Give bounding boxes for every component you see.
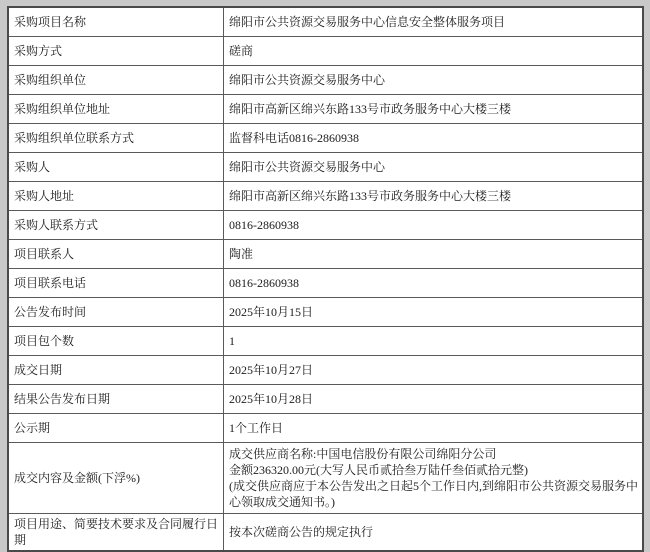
row-label: 采购人联系方式 [8, 211, 224, 240]
row-value: 2025年10月15日 [224, 298, 644, 327]
table-row [8, 37, 643, 66]
table-row [8, 66, 643, 95]
row-value: 磋商 [224, 37, 644, 66]
row-value [224, 443, 644, 514]
row-value: 绵阳市公共资源交易服务中心 [224, 66, 644, 95]
table-row [8, 298, 643, 327]
table-row [8, 240, 643, 269]
row-label: 采购人地址 [8, 182, 224, 211]
row-value: 绵阳市公共资源交易服务中心 [224, 153, 644, 182]
table-row [8, 414, 643, 443]
row-value: 绵阳市高新区绵兴东路133号市政务服务中心大楼三楼 [224, 182, 644, 211]
row-label: 项目联系人 [8, 240, 224, 269]
row-label: 结果公告发布日期 [8, 385, 224, 414]
table-row [8, 327, 643, 356]
table-row [8, 356, 643, 385]
table-row [8, 153, 643, 182]
row-value: 0816-2860938 [224, 211, 644, 240]
row-value: 2025年10月27日 [224, 356, 644, 385]
row-value: 1个工作日 [224, 414, 644, 443]
table-row [8, 7, 643, 37]
row-value: 绵阳市高新区绵兴东路133号市政务服务中心大楼三楼 [224, 95, 644, 124]
row-value: 2025年10月28日 [224, 385, 644, 414]
row-label: 公告发布时间 [8, 298, 224, 327]
table-row [8, 385, 643, 414]
row-label: 成交内容及金额(下浮%) [8, 443, 224, 514]
table-row [8, 95, 643, 124]
row-value: 1 [224, 327, 644, 356]
row-value: 0816-2860938 [224, 269, 644, 298]
row-value-line: 金额236320.00元(大写人民币贰拾叁万陆仟叁佰贰拾元整) [229, 463, 528, 477]
row-value-line: (成交供应商应于本公告发出之日起5个工作日内,到绵阳市公共资源交易服务中心领取成交通知书。) [229, 479, 638, 509]
table-row [8, 182, 643, 211]
row-label: 采购组织单位联系方式 [8, 124, 224, 153]
row-label: 公示期 [8, 414, 224, 443]
row-label: 采购方式 [8, 37, 224, 66]
table-row [8, 514, 643, 552]
row-value: 绵阳市公共资源交易服务中心信息安全整体服务项目 [224, 7, 644, 37]
procurement-table-body [8, 7, 643, 551]
table-row [8, 124, 643, 153]
row-value: 监督科电话0816-2860938 [224, 124, 644, 153]
table-row [8, 211, 643, 240]
row-value: 按本次磋商公告的规定执行 [224, 514, 644, 552]
table-row [8, 443, 643, 514]
row-label: 项目联系电话 [8, 269, 224, 298]
row-label: 采购组织单位 [8, 66, 224, 95]
row-label: 项目包个数 [8, 327, 224, 356]
row-label: 采购项目名称 [8, 7, 224, 37]
procurement-result-table [7, 6, 644, 552]
row-label: 项目用途、简要技术要求及合同履行日期 [8, 514, 224, 552]
table-row [8, 269, 643, 298]
row-label: 采购组织单位地址 [8, 95, 224, 124]
row-label: 成交日期 [8, 356, 224, 385]
row-value-line: 成交供应商名称:中国电信股份有限公司绵阳分公司 [229, 447, 497, 461]
row-label: 采购人 [8, 153, 224, 182]
row-value: 陶准 [224, 240, 644, 269]
